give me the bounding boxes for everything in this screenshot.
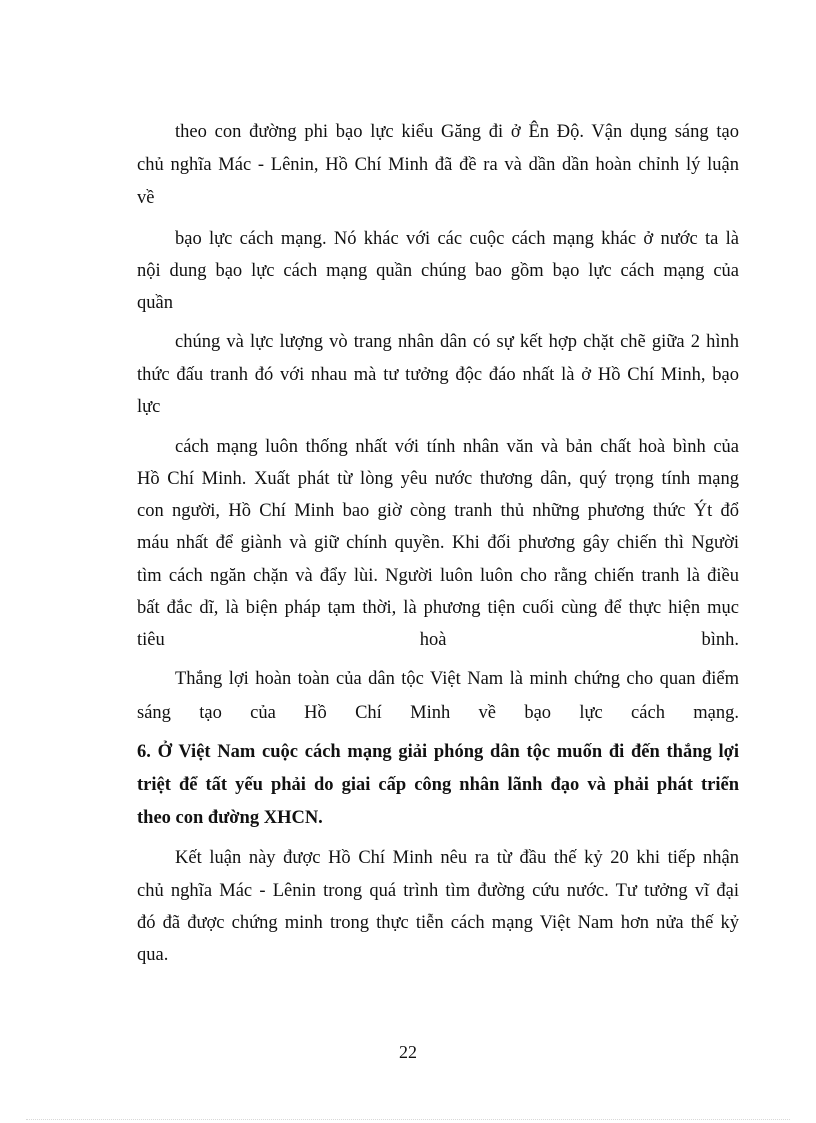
text-line: chúng và lực lượng vò trang nhân dân có sự kết hợp chặt chẽ giữa 2 hình <box>175 332 739 352</box>
page-bottom-rule <box>26 1119 790 1120</box>
text-line: đó đã được chứng minh trong thực tiễn cách mạng Việt Nam hơn nửa thế kỷ <box>137 913 739 933</box>
text-line: tiêu hoà bình. <box>137 630 739 650</box>
text-line: con người, Hồ Chí Minh bao giờ còng tranh thủ những phương thức Ýt đổ <box>137 501 739 521</box>
text-line: bạo lực cách mạng. Nó khác với các cuộc cách mạng khác ở nước ta là <box>175 229 739 249</box>
text-line: tìm cách ngăn chặn và đẩy lùi. Người luôn luôn cho rằng chiến tranh là điều <box>137 566 739 586</box>
text-line: thức đấu tranh đó với nhau mà tư tưởng độc đáo nhất là ở Hồ Chí Minh, bạo <box>137 365 739 385</box>
page-number: 22 <box>399 1042 417 1062</box>
text-line: Kết luận này được Hồ Chí Minh nêu ra từ đầu thế kỷ 20 khi tiếp nhận <box>175 848 739 868</box>
text-line: cách mạng luôn thống nhất với tính nhân văn và bản chất hoà bình của <box>175 437 739 457</box>
section-heading-line: 6. Ở Việt Nam cuộc cách mạng giải phóng dân tộc muốn đi đến thắng lợi <box>137 742 739 762</box>
text-line: về <box>137 188 155 208</box>
text-line: sáng tạo của Hồ Chí Minh về bạo lực cách mạng. <box>137 703 739 723</box>
text-line: nội dung bạo lực cách mạng quần chúng bao gồm bạo lực cách mạng của <box>137 261 739 281</box>
text-line: máu nhất để giành và giữ chính quyền. Khi đối phương gây chiến thì Người <box>137 533 739 553</box>
text-line: quần <box>137 293 173 313</box>
text-line: bất đắc dĩ, là biện pháp tạm thời, là phương tiện cuối cùng để thực hiện mục <box>137 598 739 618</box>
text-line: qua. <box>137 945 169 965</box>
section-heading-line: theo con đường XHCN. <box>137 808 323 828</box>
section-heading-line: triệt để tất yếu phải do giai cấp công nhân lãnh đạo và phải phát triển <box>137 775 739 795</box>
text-line: chủ nghĩa Mác - Lênin, Hồ Chí Minh đã đề ra và dần dần hoàn chỉnh lý luận <box>137 155 739 175</box>
text-line: Thắng lợi hoàn toàn của dân tộc Việt Nam là minh chứng cho quan điểm <box>175 669 739 689</box>
text-line: chủ nghĩa Mác - Lênin trong quá trình tìm đường cứu nước. Tư tưởng vĩ đại <box>137 881 739 901</box>
text-line: Hồ Chí Minh. Xuất phát từ lòng yêu nước thương dân, quý trọng tính mạng <box>137 469 739 489</box>
text-line: theo con đường phi bạo lực kiểu Găng đi ở Ên Độ. Vận dụng sáng tạo <box>175 122 739 142</box>
text-line: lực <box>137 397 161 417</box>
